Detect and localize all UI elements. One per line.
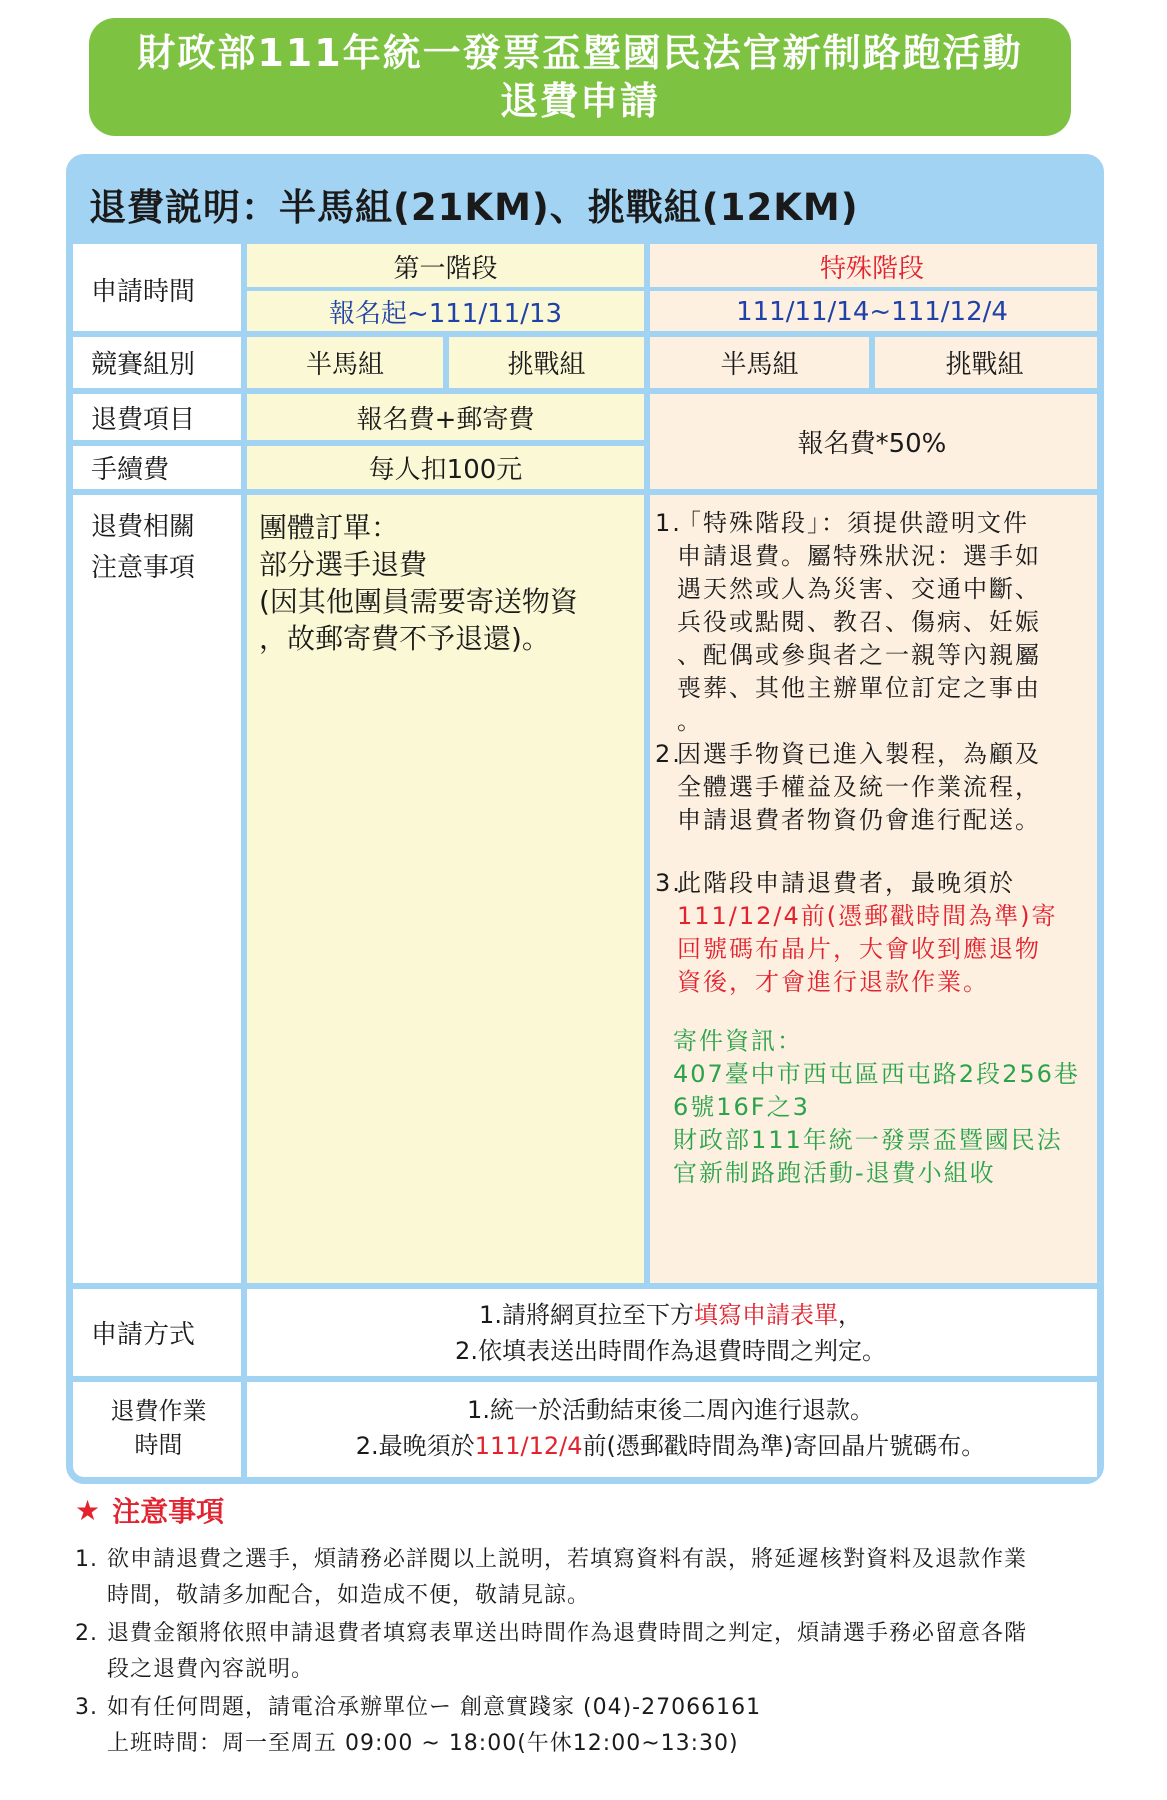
stage1-note-line: 團體訂單： — [259, 511, 400, 544]
stage1-fee: 每人扣100元 — [368, 455, 523, 485]
title-line-2: 退費申請 — [499, 79, 660, 123]
attention-item: 2. 退費金額將依照申請退費者填寫表單送出時間作為退費時間之判定，煩請選手務必留意各階 段之退費內容説明。 — [75, 1621, 1028, 1682]
grid-line — [241, 244, 247, 1477]
refund-time-content: 1.統一於活動結束後二周內進行退款。 2.最晚須於111/12/4前(憑郵戳時間為準)寄回晶片號碼布。 — [355, 1396, 986, 1460]
grid-line — [443, 334, 449, 391]
label-apply-time: 申請時間 — [91, 276, 196, 307]
label-method: 申請方式 — [91, 1320, 196, 1350]
label-notes: 退費相關 注意事項 — [91, 512, 196, 583]
stage1-name: 第一階段 — [393, 254, 498, 284]
grid-line — [244, 287, 1097, 291]
stage1-note-line: 部分選手退費 — [259, 548, 428, 581]
panel-heading: 退費説明：半馬組(21KM)、挑戰組(12KM) — [89, 186, 859, 229]
attention-item: 3. 如有任何問題，請電洽承辦單位ー 創意實踐家 (04)-27066161 上班時間：周一至周五 09:00 ~ 18:00(午休12:00~13:30) — [75, 1695, 762, 1756]
special-dates: 111/11/14~111/12/4 — [736, 296, 1008, 327]
label-refund-item: 退費項目 — [91, 404, 196, 435]
special-half: 半馬組 — [720, 350, 799, 380]
stage1-refund-item: 報名費+郵寄費 — [356, 404, 535, 435]
special-refund-item: 報名費*50% — [797, 429, 947, 459]
title-line-1: 財政部111年統一發票盃暨國民法官新制路跑活動 — [137, 31, 1023, 75]
special-name: 特殊階段 — [819, 254, 924, 284]
special-note-2: 2. 因選手物資已進入製程，為顧及 全體選手權益及統一作業流程， 申請退費者物資仍會進行配送。 — [655, 740, 1041, 834]
stage1-notes — [259, 509, 578, 657]
attention-section — [75, 1490, 1115, 1764]
special-note-1: 1. 「特殊階段」：須提供證明文件 申請退費。屬特殊狀況：選手如 遇天然或人為災害、交通中斷、 兵役或點閱、教召、傷病、妊娠 、配偶或參與者之一親等內親屬 喪葬、其他主辦單位訂定之事由 。 — [655, 509, 1041, 735]
attention-item: 1. 欲申請退費之選手，煩請務必詳閱以上説明，若填寫資料有誤，將延遲核對資料及退款作業 時間，敬請多加配合，如造成不便，敬請見諒。 — [75, 1547, 1028, 1608]
mailing-info: 寄件資訊： 407臺中市西屯區西屯路2段256巷 6號16F之3 財政部111年統一發票盃暨國民法 官新制路跑活動-退費小組收 — [673, 1027, 1080, 1187]
grid-line — [869, 334, 875, 391]
grid-line — [73, 489, 1097, 495]
method-content: 1.請將網頁拉至下方填寫申請表單， 2.依填表送出時間作為退費時間之判定。 — [455, 1300, 886, 1365]
label-refund-time: 退費作業 時間 — [110, 1397, 207, 1459]
stage1-half: 半馬組 — [305, 350, 384, 380]
grid-line — [644, 244, 650, 1286]
stage1-note-line: ，故郵寄費不予退還)。 — [259, 622, 550, 655]
special-notes — [655, 507, 1093, 1190]
stage1-dates: 報名起~111/11/13 — [328, 299, 563, 329]
grid-line — [73, 440, 647, 446]
attention-heading: ★ 注意事項 — [75, 1493, 225, 1528]
label-fee: 手續費 — [91, 455, 170, 485]
panel-header — [73, 161, 1097, 244]
stage1-challenge: 挑戰組 — [507, 350, 586, 380]
star-icon: ★ — [75, 1493, 101, 1527]
grid-line — [73, 1283, 1097, 1289]
grid-line — [73, 331, 1097, 337]
special-challenge: 挑戰組 — [945, 350, 1024, 380]
label-group: 競賽組別 — [91, 350, 196, 380]
grid-line — [73, 388, 1097, 394]
special-note-3: 3. 此階段申請退費者，最晚須於 111/12/4前(憑郵戳時間為準)寄 回號碼布晶片，大會收到應退物 資後，才會進行退款作業。 — [655, 869, 1058, 996]
title-banner — [89, 18, 1071, 136]
stage1-note-line: (因其他團員需要寄送物資 — [259, 585, 578, 618]
grid-line — [73, 1376, 1097, 1382]
